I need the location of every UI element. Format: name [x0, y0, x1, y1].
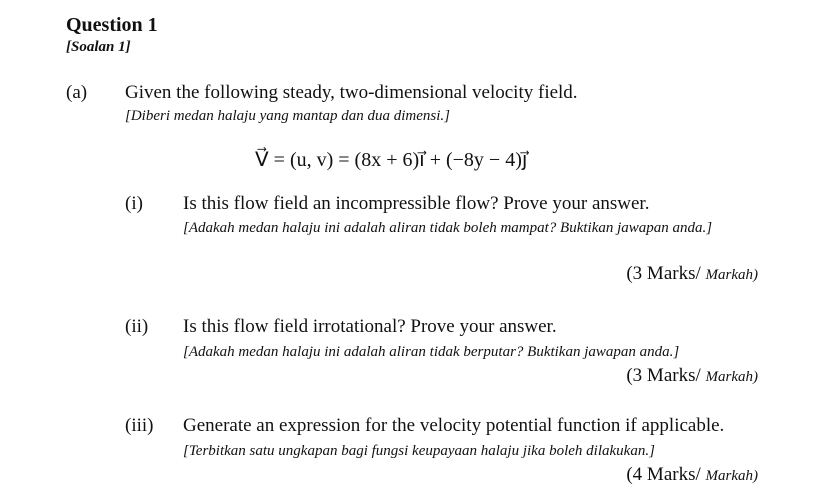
marks-value: (3 Marks/: [626, 365, 701, 386]
subpart-ii-text: Is this flow field irrotational? Prove your answer.: [183, 316, 557, 337]
subpart-iii-translation: [Terbitkan satu ungkapan bagi fungsi keupayaan halaju jika boleh dilakukan.]: [183, 443, 655, 459]
subpart-ii-label: (ii): [125, 316, 149, 337]
marks-word: Markah): [705, 369, 758, 385]
part-a-translation: [Diberi medan halaju yang mantap dan dua dimensi.]: [125, 108, 450, 124]
subpart-ii-marks: [626, 365, 758, 387]
question-title: Question 1: [66, 14, 158, 36]
velocity-field-equation: V⃗ = (u, v) = (8x + 6)ı⃗ + (−8y − 4)ȷ⃗: [255, 149, 528, 171]
subpart-i-translation: [Adakah medan halaju ini adalah aliran tidak boleh mampat? Buktikan jawapan anda.]: [183, 220, 713, 236]
marks-value: (3 Marks/: [626, 263, 701, 284]
marks-word: Markah): [705, 468, 758, 484]
question-subtitle: [Soalan 1]: [66, 39, 131, 55]
marks-word: Markah): [705, 267, 758, 283]
part-a-text: Given the following steady, two-dimensional velocity field.: [125, 82, 578, 103]
subpart-iii-text: Generate an expression for the velocity potential function if applicable.: [183, 415, 725, 436]
subpart-iii-label: (iii): [125, 415, 154, 436]
subpart-iii-marks: [626, 464, 758, 486]
subpart-ii-translation: [Adakah medan halaju ini adalah aliran tidak berputar? Buktikan jawapan anda.]: [183, 344, 680, 360]
subpart-i-label: (i): [125, 193, 143, 214]
part-a-label: (a): [66, 82, 88, 103]
marks-value: (4 Marks/: [626, 464, 701, 485]
subpart-i-text: Is this flow field an incompressible flow? Prove your answer.: [183, 193, 650, 214]
subpart-i-marks: [626, 263, 758, 285]
